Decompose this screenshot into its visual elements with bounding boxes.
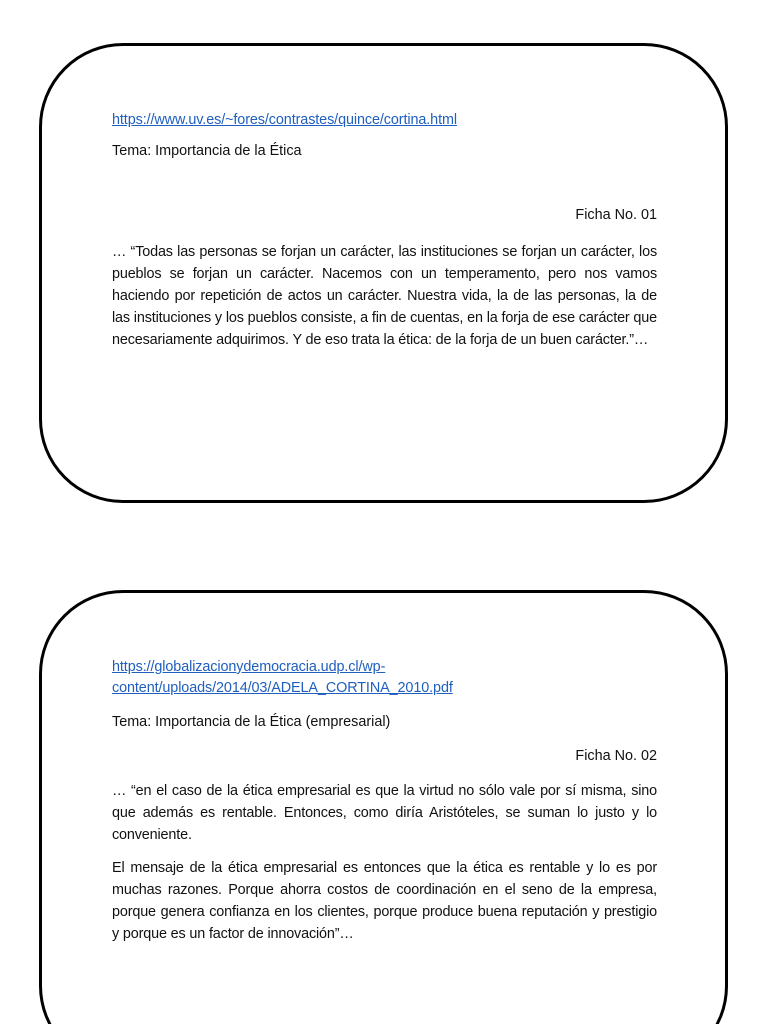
source-link-line-1: https://globalizacionydemocracia.udp.cl/wp- <box>112 659 386 675</box>
quote-paragraph: … “Todas las personas se forjan un carácter, las instituciones se forjan un carácter, los pueblos se forjan un carácter. Nacemos con un temperamento, pero nos vamos haciendo por repetición de actos un carácter. Nuestra vida, la de las personas, la de las instituciones y los pueblos consiste, a fin de cuentas, en la forja de ese carácter que necesariamente adquirimos. Y de eso trata la ética: de la forja de un buen carácter.”… <box>112 244 657 348</box>
card-content <box>112 110 657 351</box>
ficha-number: Ficha No. 02 <box>575 748 657 764</box>
quote-paragraph: El mensaje de la ética empresarial es entonces que la ética es rentable y lo es por muchas razones. Porque ahorra costos de coordinación en el seno de la empresa, porque genera confianza en los clientes, porque produce buena reputación y prestigio y porque es un factor de innovación”… <box>112 860 657 942</box>
quote-paragraph: … “en el caso de la ética empresarial es que la virtud no sólo vale por sí misma, sino que además es rentable. Entonces, como diría Aristóteles, se suman lo justo y lo conveniente. <box>112 783 657 843</box>
source-link[interactable] <box>112 657 657 699</box>
source-link[interactable]: https://www.uv.es/~fores/contrastes/quince/cortina.html <box>112 112 457 128</box>
topic-label: Tema: Importancia de la Ética <box>112 143 302 159</box>
source-link-line-2: content/uploads/2014/03/ADELA_CORTINA_2010.pdf <box>112 680 453 696</box>
ficha-card-02 <box>39 590 728 1024</box>
topic-label: Tema: Importancia de la Ética (empresarial) <box>112 714 391 730</box>
ficha-number: Ficha No. 01 <box>575 207 657 223</box>
card-content <box>112 657 657 945</box>
ficha-card-01 <box>39 43 728 503</box>
